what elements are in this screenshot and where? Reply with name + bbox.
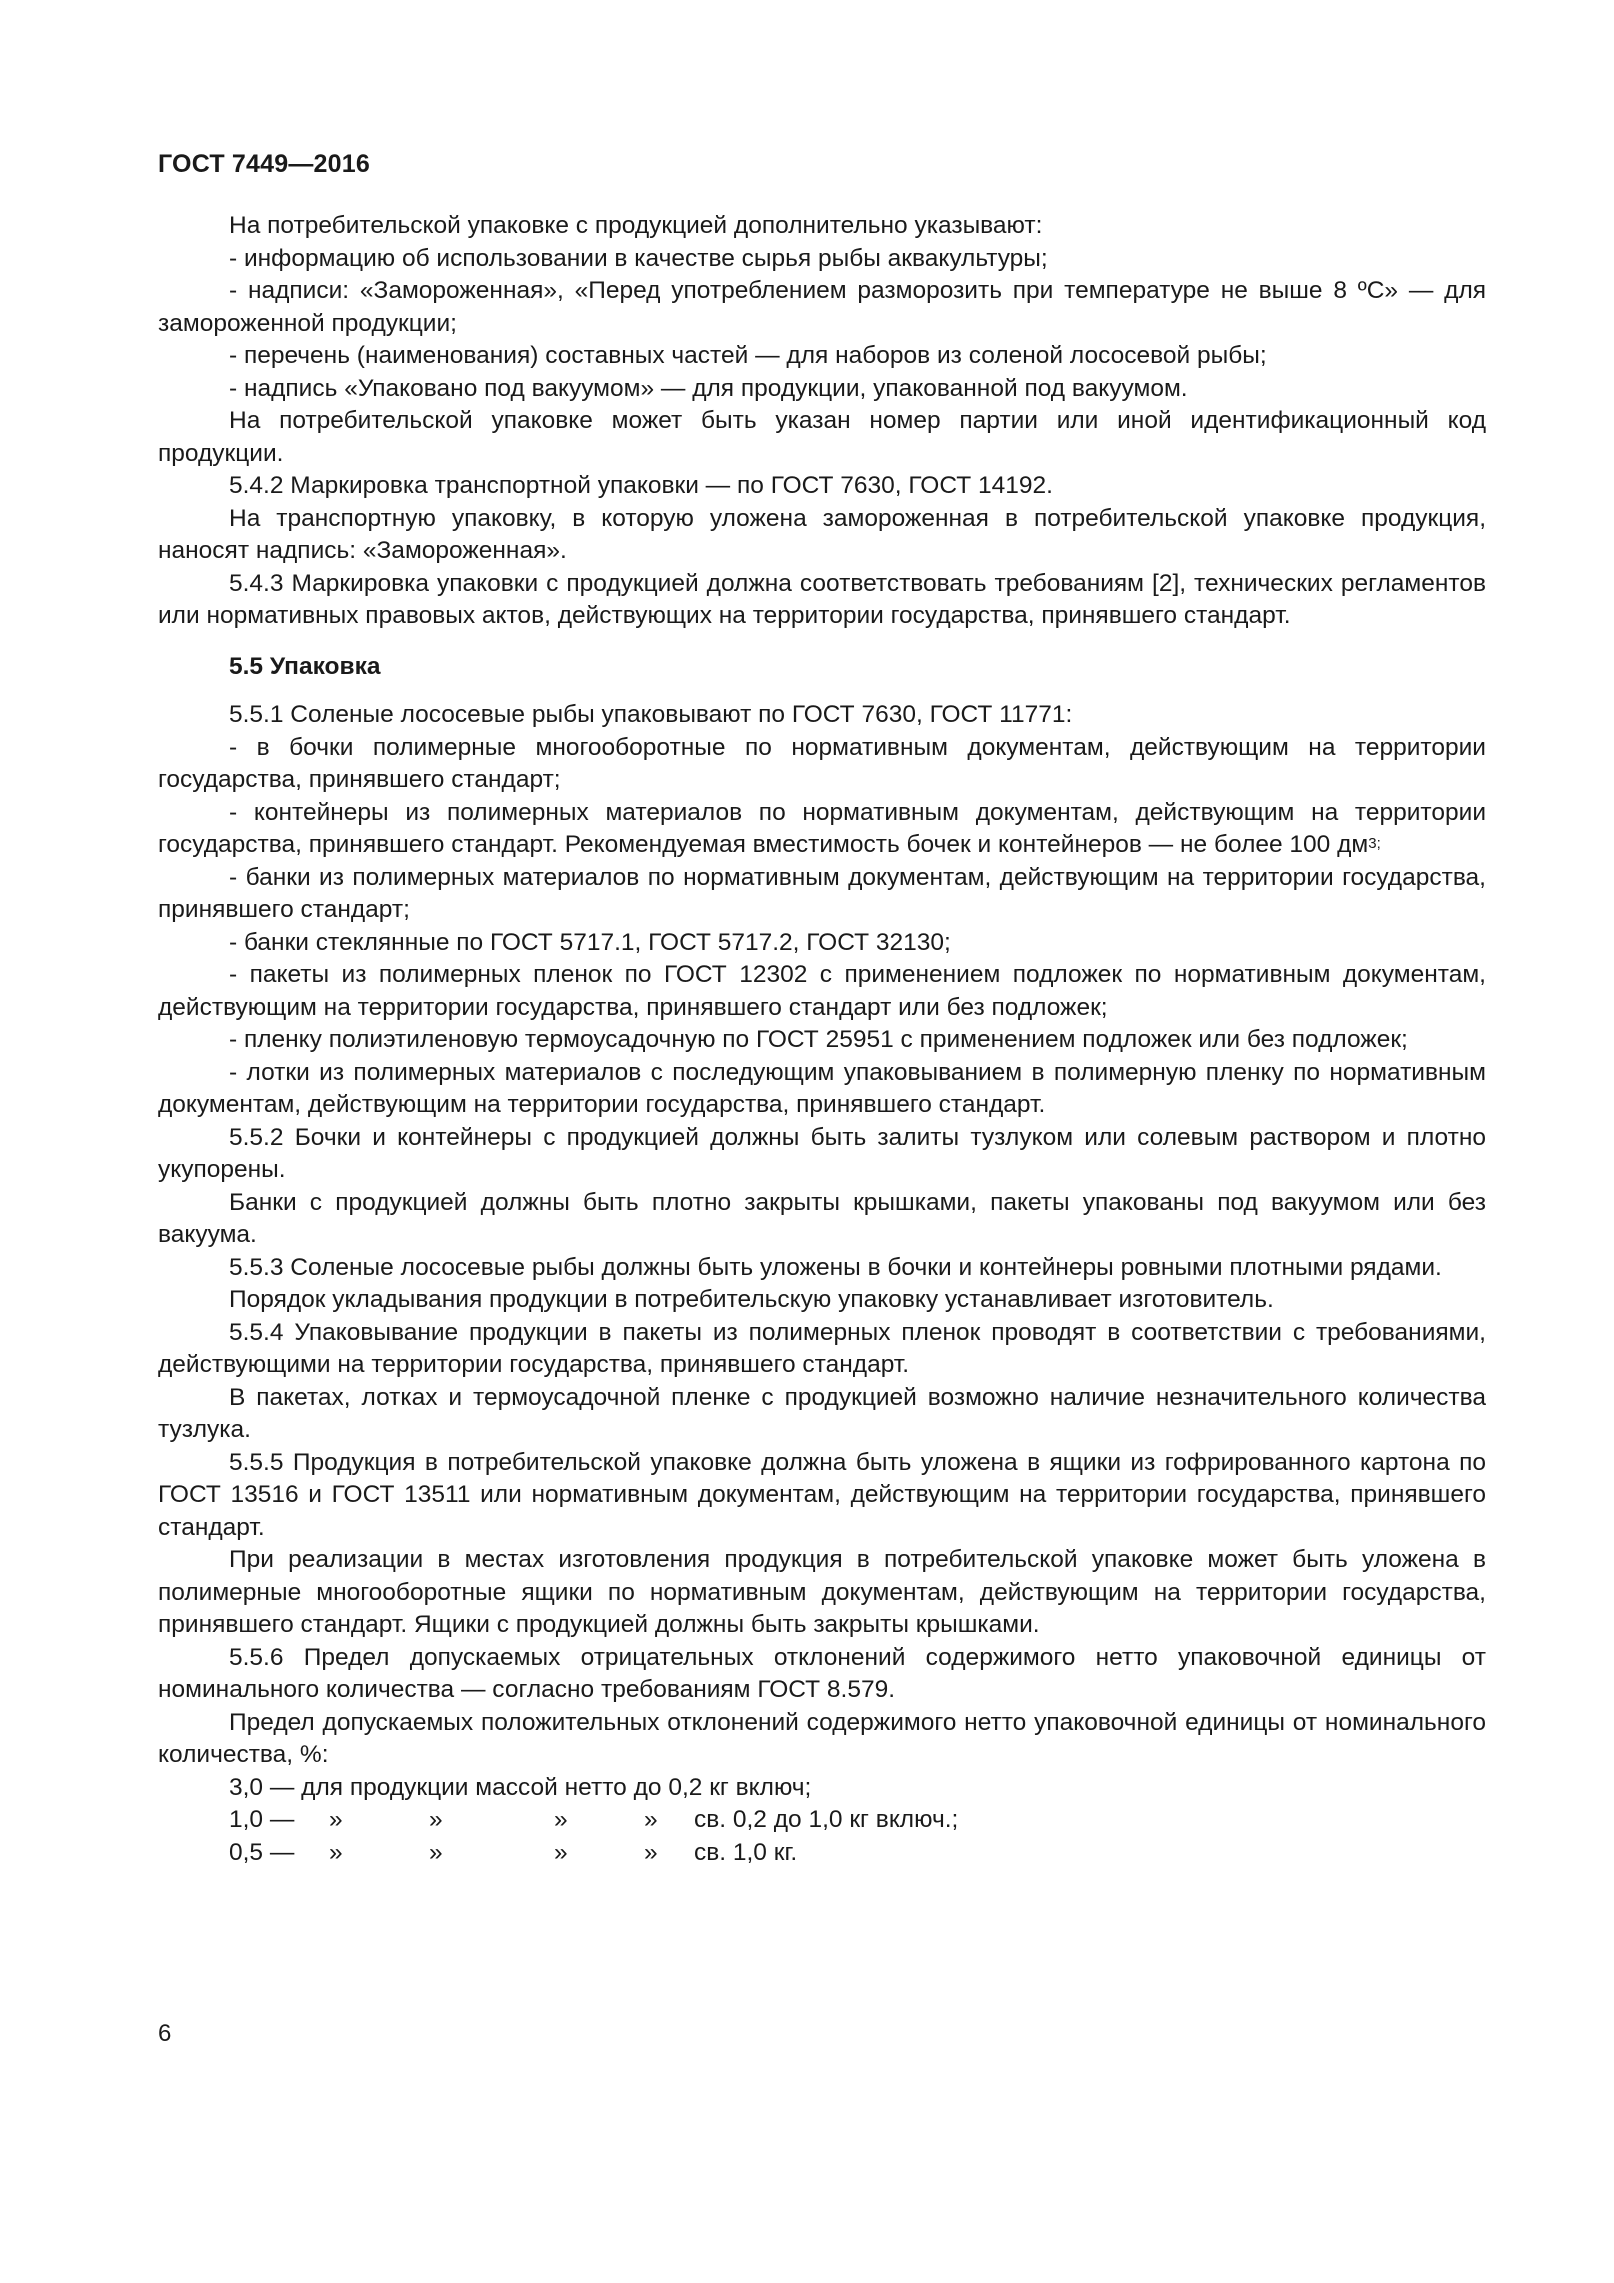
paragraph: 5.4.3 Маркировка упаковки с продукцией должна соответствовать требованиям [2], технических регламентов или нормативных правовых актов, действующих на территории государства, принявшего стандарт. [158,569,1486,629]
paragraph: - надпись «Упаковано под вакуумом» — для продукции, упакованной под вакуумом. [229,374,1188,402]
paragraph: - лотки из полимерных материалов с последующим упаковыванием в полимерную пленку по нормативным документам, действующим на территории государства, принявшего стандарт. [158,1058,1486,1118]
paragraph: 5.5.4 Упаковывание продукции в пакеты из полимерных пленок проводят в соответствии с требованиями, действующими на территории государства, принявшего стандарт. [158,1318,1486,1378]
paragraph: Порядок укладывания продукции в потребительскую упаковку устанавливает изготовитель. [229,1286,1274,1313]
document-header-title: ГОСТ 7449—2016 [158,150,370,178]
cubic-superscript: 3; [1368,835,1381,852]
paragraph: - перечень (наименования) составных частей — для наборов из соленой лососевой рыбы; [229,342,1267,369]
paragraph: 5.5.1 Соленые лососевые рыбы упаковывают по ГОСТ 7630, ГОСТ 11771: [229,701,1073,728]
paragraph: 5.4.2 Маркировка транспортной упаковки — по ГОСТ 7630, ГОСТ 14192. [229,472,1053,499]
paragraph: - в бочки полимерные многооборотные по нормативным документам, действующим на территории государства, принявшего стандарт; [158,733,1486,793]
ditto-mark: » [429,1838,443,1866]
paragraph: В пакетах, лотках и термоусадочной пленке с продукцией возможно наличие незначительного количества тузлука. [158,1383,1486,1443]
tolerance-value: 1,0 — [229,1806,295,1833]
paragraph: Предел допускаемых положительных отклонений содержимого нетто упаковочной единицы от номинального количества, %: [158,1708,1486,1768]
paragraph: - банки стеклянные по ГОСТ 5717.1, ГОСТ 5717.2, ГОСТ 32130; [229,928,951,956]
ditto-mark: » [329,1838,343,1866]
tolerance-range: св. 0,2 до 1,0 кг включ.; [694,1806,959,1833]
section-heading: 5.5 Упаковка [229,652,381,680]
paragraph: - пакеты из полимерных пленок по ГОСТ 12302 с применением подложек по нормативным документам, действующим на территории государства, принявшего стандарт или без подложек; [158,961,1486,1021]
paragraph: - пленку полиэтиленовую термоусадочную по ГОСТ 25951 с применением подложек или без подложек; [229,1026,1408,1053]
ditto-mark: » [429,1806,443,1833]
paragraph: 5.5.5 Продукция в потребительской упаковке должна быть уложена в ящики из гофрированного картона по ГОСТ 13516 и ГОСТ 13511 или нормативным документам, действующим на территории государства, принявшего стандарт. [158,1448,1486,1541]
ditto-mark: » [644,1838,658,1866]
paragraph: На транспортную упаковку, в которую уложена замороженная в потребительской упаковке продукция, наносят надпись: «Замороженная». [158,504,1486,564]
paragraph-containers [158,797,1486,862]
tolerance-line: 3,0 — для продукции массой нетто до 0,2 кг включ; [229,1773,812,1801]
ditto-mark: » [329,1806,343,1833]
page-number: 6 [158,2020,172,2047]
paragraph: На потребительской упаковке может быть указан номер партии или иной идентификационный код продукции. [158,407,1486,467]
tolerance-value: 0,5 — [229,1838,295,1866]
paragraph: 5.5.6 Предел допускаемых отрицательных отклонений содержимого нетто упаковочной единицы от номинального количества — согласно требованиям ГОСТ 8.579. [158,1643,1486,1703]
paragraph: 5.5.3 Соленые лососевые рыбы должны быть уложены в бочки и контейнеры ровными плотными рядами. [229,1253,1442,1281]
paragraph: - надписи: «Замороженная», «Перед употреблением разморозить при температуре не выше 8 ºС» — для замороженной продукции; [158,277,1486,337]
ditto-mark: » [554,1806,568,1833]
ditto-mark: » [644,1806,658,1833]
paragraph: При реализации в местах изготовления продукция в потребительской упаковке может быть уложена в полимерные многооборотные ящики по нормативным документам, действующим на территории государства, принявшего стандарт. Ящики с продукцией должны быть закрыты крышками. [158,1546,1486,1638]
containers-text: - контейнеры из полимерных материалов по нормативным документам, действующим на территории государства, принявшего стандарт. Рекомендуемая вместимость бочек и контейнеров — не более 100 дм [158,798,1486,858]
tolerance-row [158,1837,1486,1870]
paragraph: - банки из полимерных материалов по нормативным документам, действующим на территории государства, принявшего стандарт; [158,863,1486,923]
tolerance-range: св. 1,0 кг. [694,1838,798,1866]
paragraph: 5.5.2 Бочки и контейнеры с продукцией должны быть залиты тузлуком или солевым раствором и плотно укупорены. [158,1123,1486,1183]
paragraph: На потребительской упаковке с продукцией дополнительно указывают: [229,212,1043,239]
paragraph: - информацию об использовании в качестве сырья рыбы аквакультуры; [229,244,1048,272]
document-body [158,210,1486,1869]
tolerance-row [158,1804,1486,1837]
ditto-mark: » [554,1838,568,1866]
paragraph: Банки с продукцией должны быть плотно закрыты крышками, пакеты упакованы под вакуумом или без вакуума. [158,1188,1486,1248]
